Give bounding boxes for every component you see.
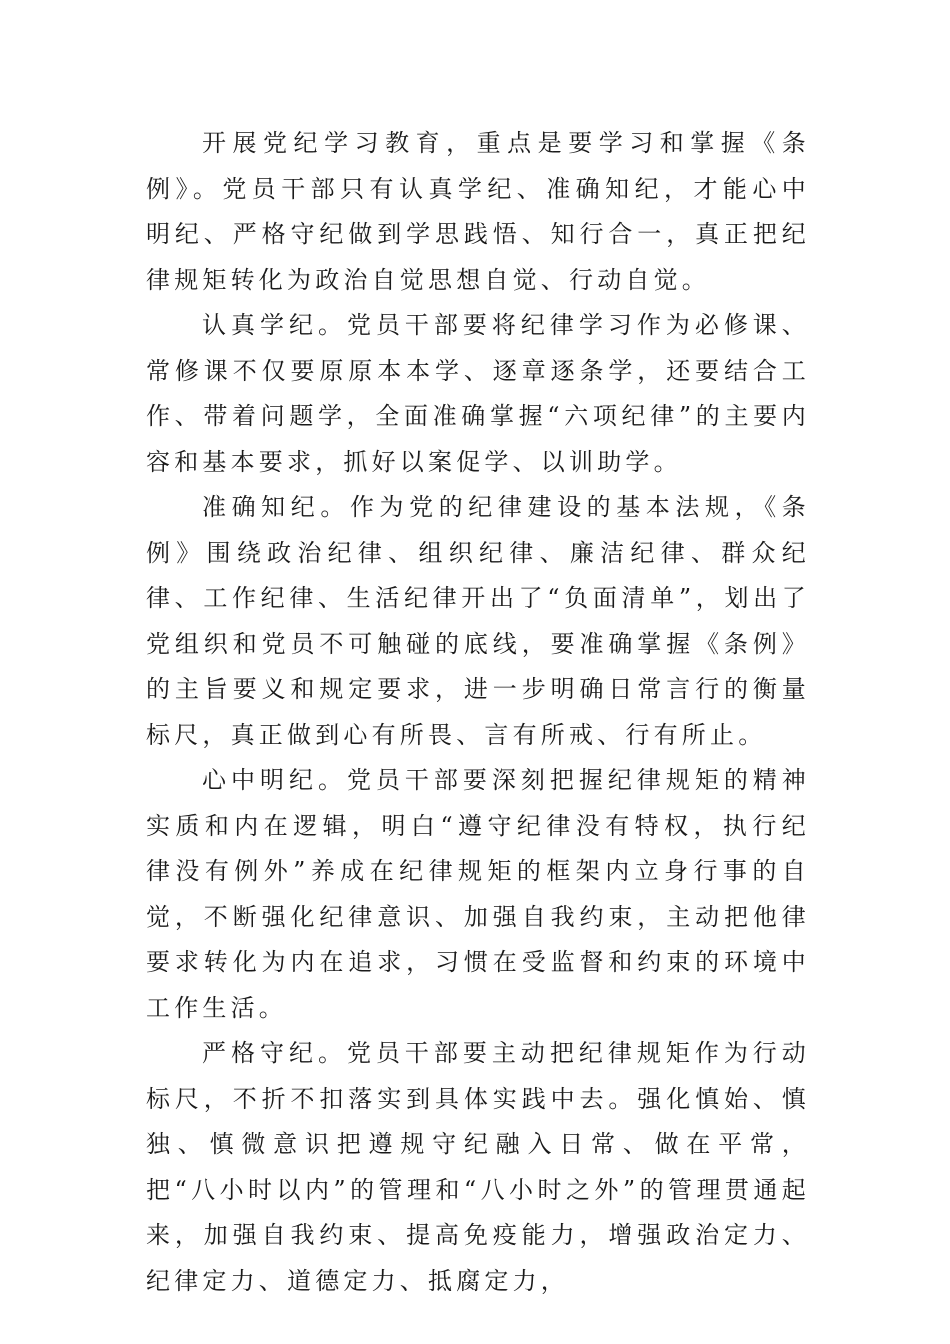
document-body xyxy=(146,121,810,1304)
paragraph-understand-discipline: 心中明纪。党员干部要深刻把握纪律规矩的精神实质和内在逻辑，明白“遵守纪律没有特权，执行纪律没有例外”养成在纪律规矩的框架内立身行事的自觉，不断强化纪律意识、加强自我约束，主动把他律要求转化为内在追求，习惯在受监督和约束的环境中工作生活。 xyxy=(146,766,810,1022)
paragraph-study-discipline: 认真学纪。党员干部要将纪律学习作为必修课、常修课不仅要原原本本学、逐章逐条学，还要结合工作、带着问题学，全面准确掌握“六项纪律”的主要内容和基本要求，抓好以案促学、以训助学。 xyxy=(146,311,810,476)
paragraph-observe-discipline: 严格守纪。党员干部要主动把纪律规矩作为行动标尺，不折不扣落实到具体实践中去。强化慎始、慎独、慎微意识把遵规守纪融入日常、做在平常，把“八小时以内”的管理和“八小时之外”的管理贯通起来，加强自我约束、提高免疫能力，增强政治定力、纪律定力、道德定力、抵腐定力， xyxy=(146,1039,810,1295)
paragraph-intro: 开展党纪学习教育，重点是要学习和掌握《条例》。党员干部只有认真学纪、准确知纪，才能心中明纪、严格守纪做到学思践悟、知行合一，真正把纪律规矩转化为政治自觉思想自觉、行动自觉。 xyxy=(146,129,810,294)
paragraph-know-discipline: 准确知纪。作为党的纪律建设的基本法规，《条例》围绕政治纪律、组织纪律、廉洁纪律、群众纪律、工作纪律、生活纪律开出了“负面清单”，划出了党组织和党员不可触碰的底线，要准确掌握《条例》的主旨要义和规定要求，进一步明确日常言行的衡量标尺，真正做到心有所畏、言有所戒、行有所止。 xyxy=(146,493,810,749)
